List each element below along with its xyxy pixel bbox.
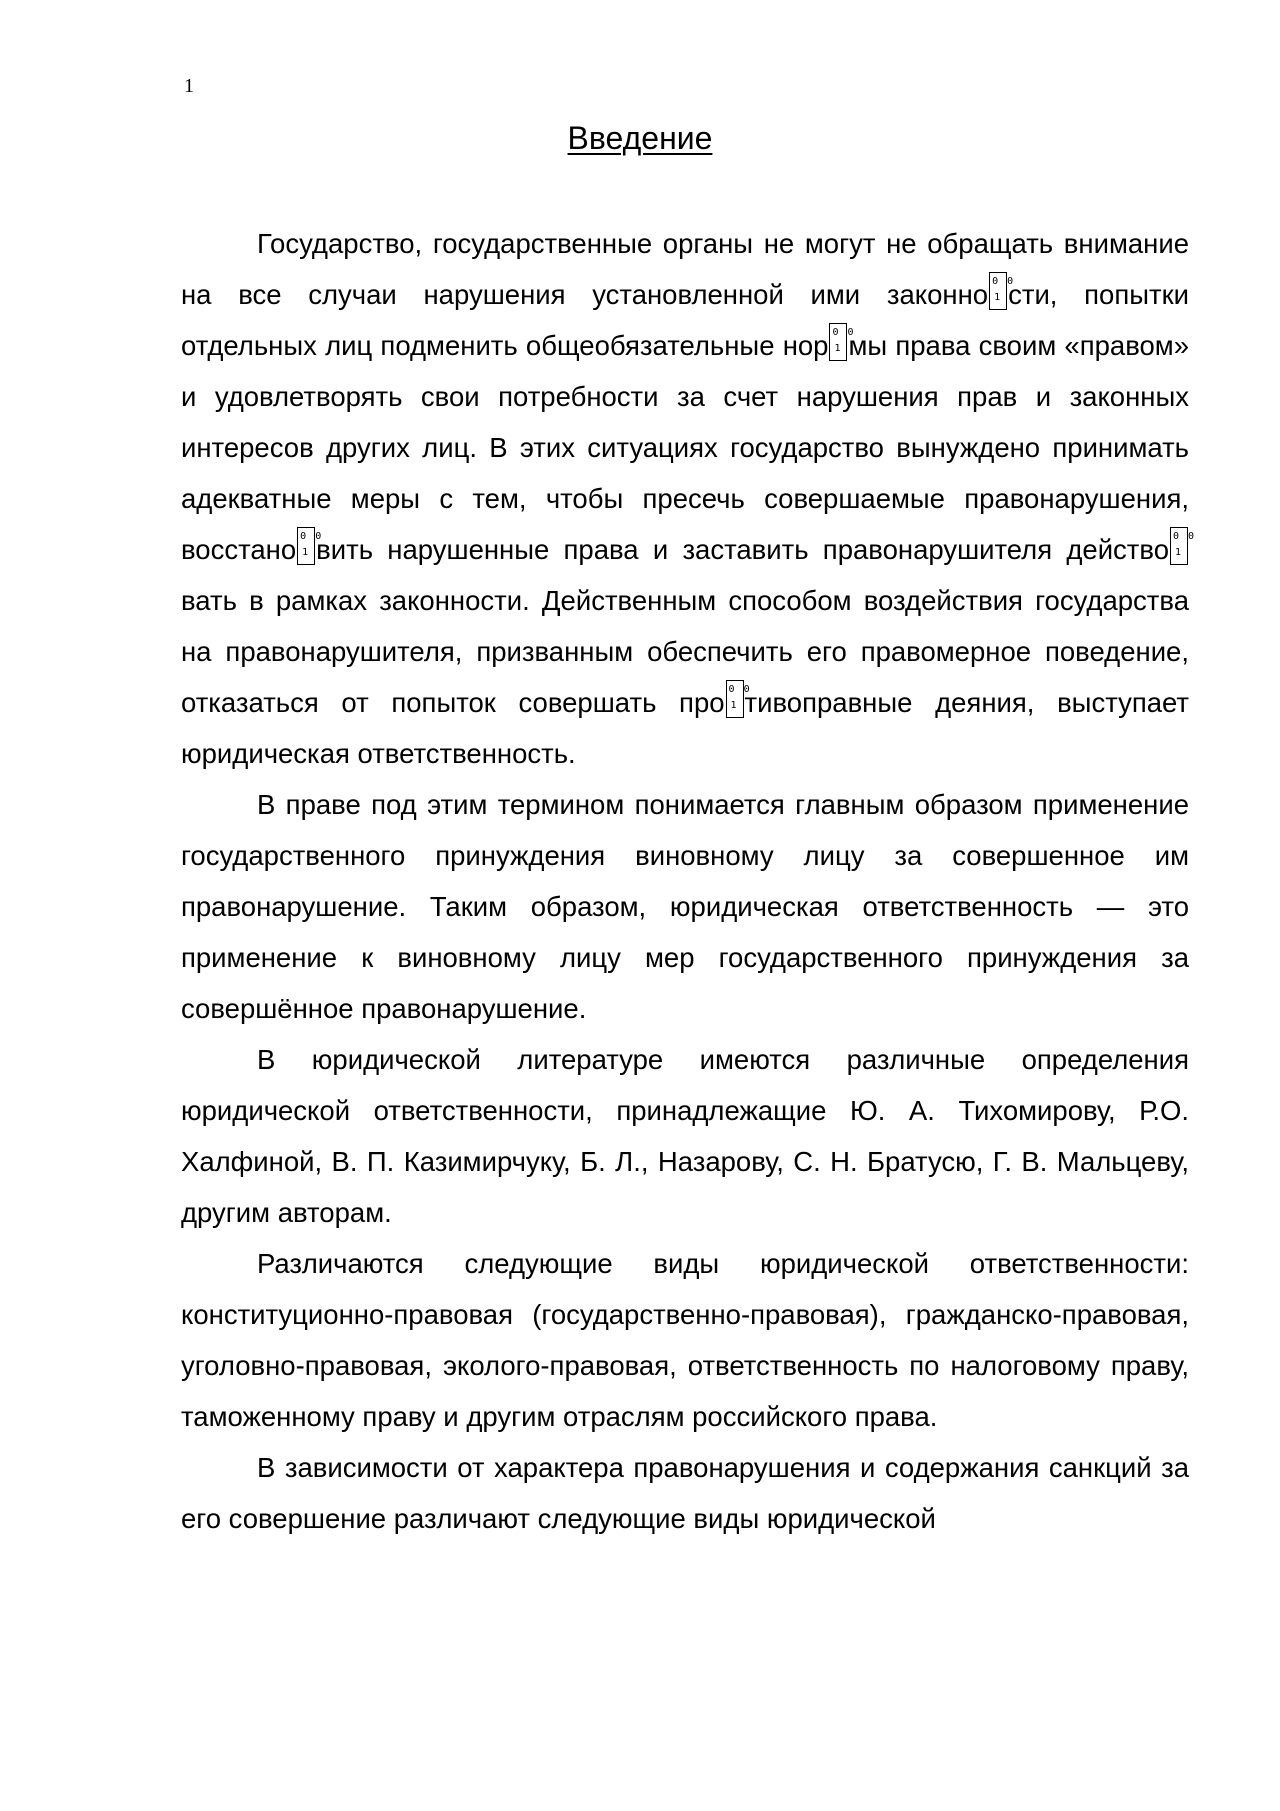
paragraph-1-seg-3: вить нарушенные права и заставить правонарушителя действо — [316, 534, 1169, 565]
paragraph-4: Различаются следующие виды юридической ответственности: конституционно-правовая (государственно-правовая), гражданско-правовая, уголовно-правовая, эколого-правовая, ответственность по налоговому праву, таможенному праву и другим отраслям российского права. — [181, 1248, 1189, 1432]
title-text: Введение — [567, 120, 713, 156]
paragraph-2: В праве под этим термином понимается главным образом применение государственного принуждения виновному лицу за совершенное им правонарушение. Таким образом, юридическая ответственность — это применение к виновному лицу мер государственного принуждения за совершённое правонарушение. — [181, 789, 1189, 1024]
missing-glyph-icon — [989, 272, 1007, 310]
paragraph-1-seg-0: Государство, государственные органы не могут не обращать внимание на все случаи нарушения установленной ими законно — [181, 228, 1189, 310]
paragraph-5: В зависимости от характера правонарушения и содержания санкций за его совершение различают следующие виды юридической — [181, 1452, 1189, 1534]
document-title — [0, 118, 1280, 158]
missing-glyph-icon — [297, 527, 315, 565]
missing-glyph-icon — [829, 323, 847, 361]
page-number: 1 — [184, 75, 194, 97]
paragraph-1-seg-1: сти, попытки отдельных лиц подменить общеобязательные нор — [181, 279, 1189, 361]
paragraph-1-seg-2: мы права своим «правом» и удовлетворять свои потребности за счет нарушения прав и законных интересов других лиц. В этих ситуациях государство вынуждено принимать адекватные меры с тем, чтобы пресечь совершаемые правонарушения, восстано — [181, 330, 1189, 565]
paragraph-1-seg-4: вать в рамках законности. Действенным способом воздействия государства на правонарушителя, призванным обеспечить его правомерное поведение, отказаться от попыток совершать про — [181, 585, 1189, 718]
paragraph-1-seg-5: тивоправные деяния, выступает юридическая ответственность. — [181, 687, 1190, 769]
paragraph-1 — [181, 218, 1189, 779]
missing-glyph-icon — [726, 680, 744, 718]
missing-glyph-icon — [1170, 527, 1188, 565]
paragraph-3: В юридической литературе имеются различные определения юридической ответственности, принадлежащие Ю. А. Тихомирову, Р.О. Халфиной, В. П. Казимирчуку, Б. Л., Назарову, С. Н. Братусю, Г. В. Мальцеву, другим авторам. — [181, 1044, 1189, 1228]
document-body — [181, 218, 1189, 1544]
